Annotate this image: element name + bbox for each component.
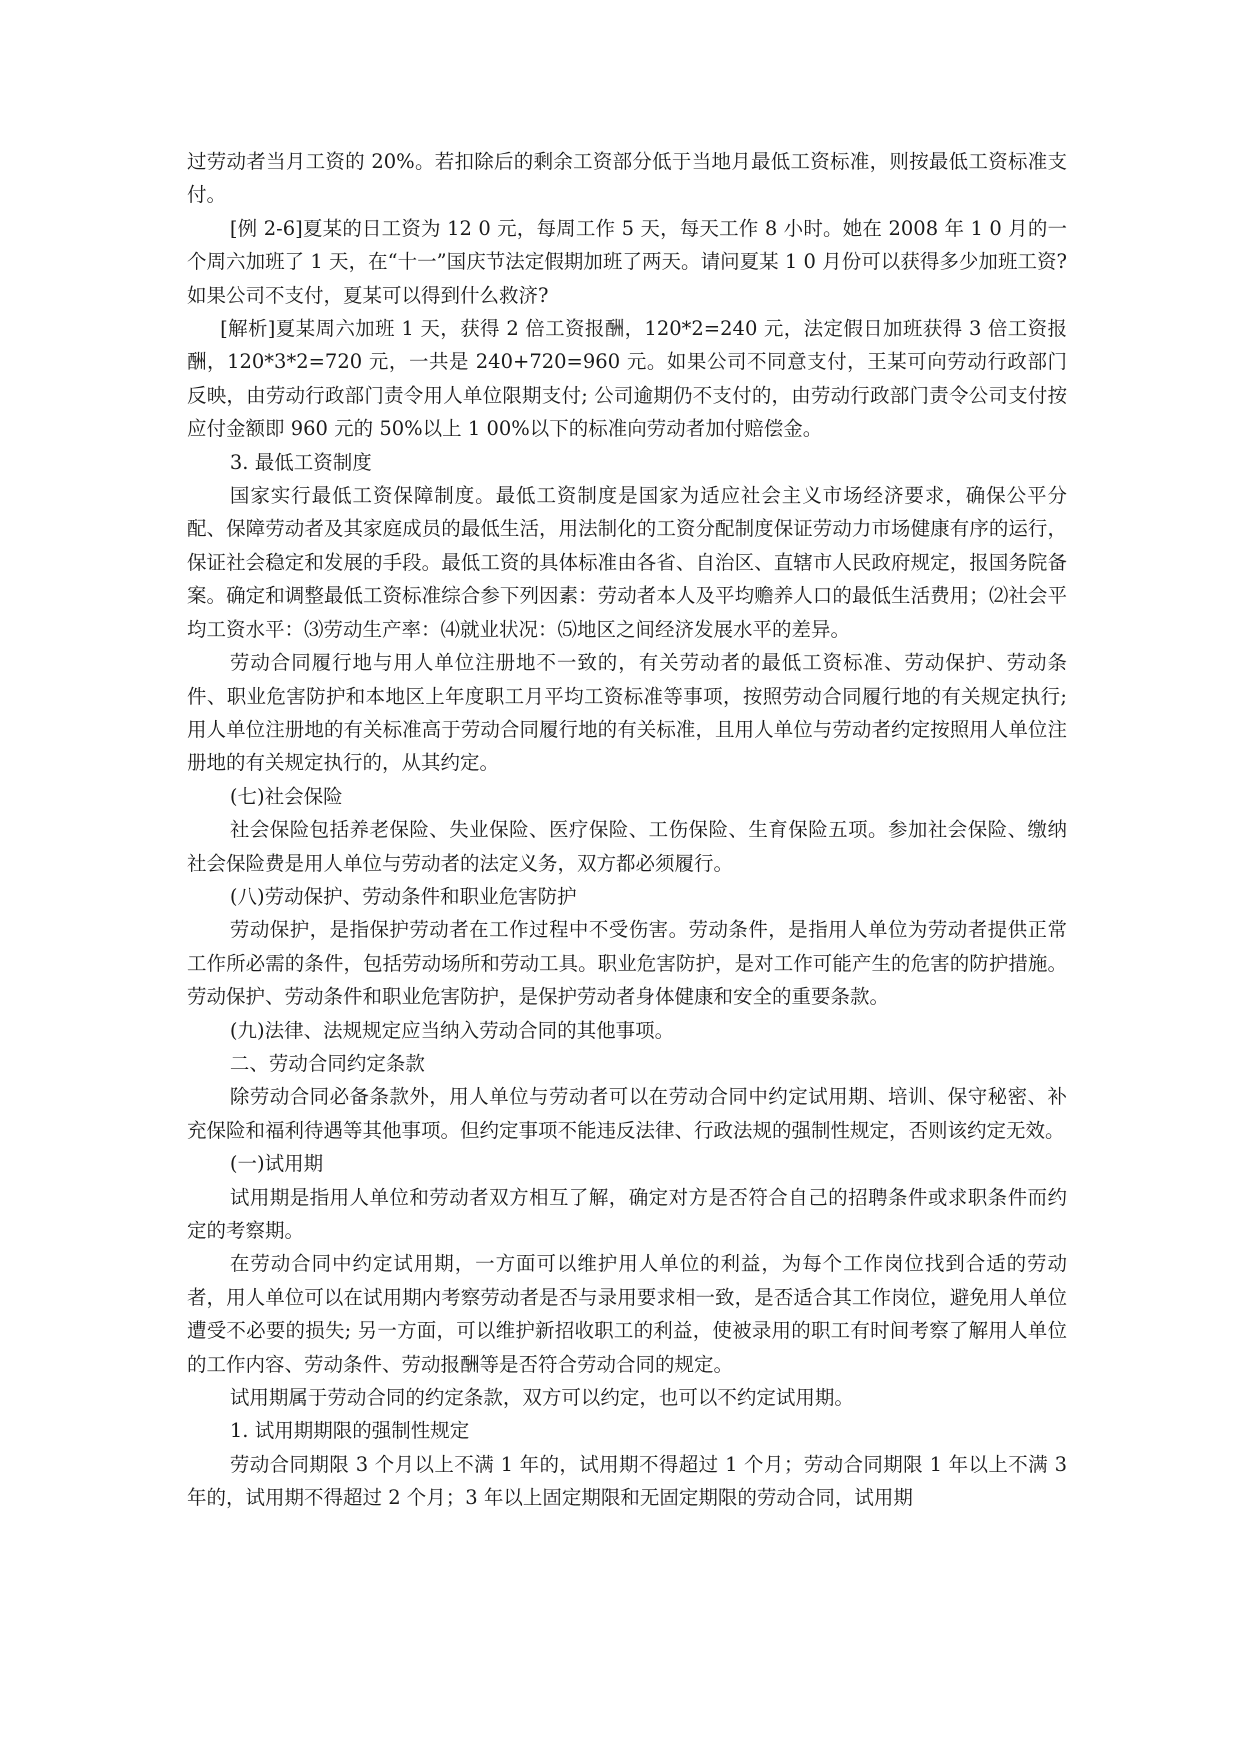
paragraph-19: 劳动合同期限 3 个月以上不满 1 年的，试用期不得超过 1 个月；劳动合同期限 1 年以上不满 3 年的，试用期不得超过 2 个月；3 年以上固定期限和无固定期限的劳动合同，试用期 [187, 1452, 1067, 1510]
paragraph-15: 试用期是指用人单位和劳动者双方相互了解，确定对方是否符合自己的招聘条件或求职条件而约定的考察期。 [187, 1185, 1067, 1242]
paragraph-10: 劳动保护，是指保护劳动者在工作过程中不受伤害。劳动条件，是指用人单位为劳动者提供正常工作所必需的条件，包括劳动场所和劳动工具。职业危害防护，是对工作可能产生的危害的防护措施。劳动保护、劳动条件和职业危害防护，是保护劳动者身体健康和安全的重要条款。 [187, 918, 1067, 1009]
heading-agreed-terms: 二、劳动合同约定条款 [229, 1051, 425, 1075]
paragraph-17: 试用期属于劳动合同的约定条款，双方可以约定，也可以不约定试用期。 [229, 1386, 854, 1410]
paragraph-8: 社会保险包括养老保险、失业保险、医疗保险、工伤保险、生育保险五项。参加社会保险、缴纳社会保险费是用人单位与劳动者的法定义务，双方都必须履行。 [187, 818, 1067, 875]
heading-probation: (一)试用期 [229, 1152, 324, 1176]
paragraph-2: [例 2-6]夏某的日工资为 12 0 元，每周工作 5 天，每天工作 8 小时。她在 2008 年 1 0 月的一个周六加班了 1 天，在“十一”国庆节法定假期加班了两天。请问夏某 1 0 月份可以获得多少加班工资?如果公司不支付，夏某可以得到什么救济? [187, 216, 1067, 307]
heading-social-insurance: (七)社会保险 [229, 784, 343, 808]
paragraph-13: 除劳动合同必备条款外，用人单位与劳动者可以在劳动合同中约定试用期、培训、保守秘密、补充保险和福利待遇等其他事项。但约定事项不能违反法律、行政法规的强制性规定，否则该约定无效。 [187, 1085, 1067, 1142]
paragraph-16: 在劳动合同中约定试用期，一方面可以维护用人单位的利益，为每个工作岗位找到合适的劳动者，用人单位可以在试用期内考察劳动者是否与录用要求相一致，是否适合其工作岗位，避免用人单位遭受不必要的损失; 另一方面，可以维护新招收职工的利益，使被录用的职工有时间考察了解用人单位的工作内容、劳动条件、劳动报酬等是否符合劳动合同的规定。 [187, 1252, 1067, 1376]
paragraph-1: 过劳动者当月工资的 20%。若扣除后的剩余工资部分低于当地月最低工资标准，则按最低工资标准支付。 [187, 150, 1067, 207]
paragraph-3: [解析]夏某周六加班 1 天，获得 2 倍工资报酬，120*2=240 元，法定假日加班获得 3 倍工资报酬，120*3*2=720 元，一共是 240+720=960 元。如果公司不同意支付，王某可向劳动行政部门反映，由劳动行政部门责令用人单位限期支付; 公司逾期仍不支付的，由劳动行政部门责令公司支付按应付金额即 960 元的 50%以上 1 00%以下的标准向劳动者加付赔偿金。 [187, 317, 1067, 441]
heading-other-matters: (九)法律、法规规定应当纳入劳动合同的其他事项。 [229, 1018, 675, 1042]
document-body [187, 145, 1067, 1515]
heading-probation-limits: 1. 试用期期限的强制性规定 [229, 1419, 470, 1443]
heading-labor-protection: (八)劳动保护、劳动条件和职业危害防护 [229, 884, 577, 908]
heading-min-wage: 3. 最低工资制度 [229, 450, 372, 474]
paragraph-5: 国家实行最低工资保障制度。最低工资制度是国家为适应社会主义市场经济要求，确保公平分配、保障劳动者及其家庭成员的最低生活，用法制化的工资分配制度保证劳动力市场健康有序的运行，保证社会稳定和发展的手段。最低工资的具体标准由各省、自治区、直辖市人民政府规定，报国务院备案。确定和调整最低工资标准综合参下列因素：劳动者本人及平均赡养人口的最低生活费用；⑵社会平均工资水平：⑶劳动生产率：⑷就业状况：⑸地区之间经济发展水平的差异。 [187, 484, 1067, 641]
paragraph-6: 劳动合同履行地与用人单位注册地不一致的，有关劳动者的最低工资标准、劳动保护、劳动条件、职业危害防护和本地区上年度职工月平均工资标准等事项，按照劳动合同履行地的有关规定执行; 用人单位注册地的有关标准高于劳动合同履行地的有关标准，且用人单位与劳动者约定按照用人单位注册地的有关规定执行的，从其约定。 [187, 651, 1067, 775]
